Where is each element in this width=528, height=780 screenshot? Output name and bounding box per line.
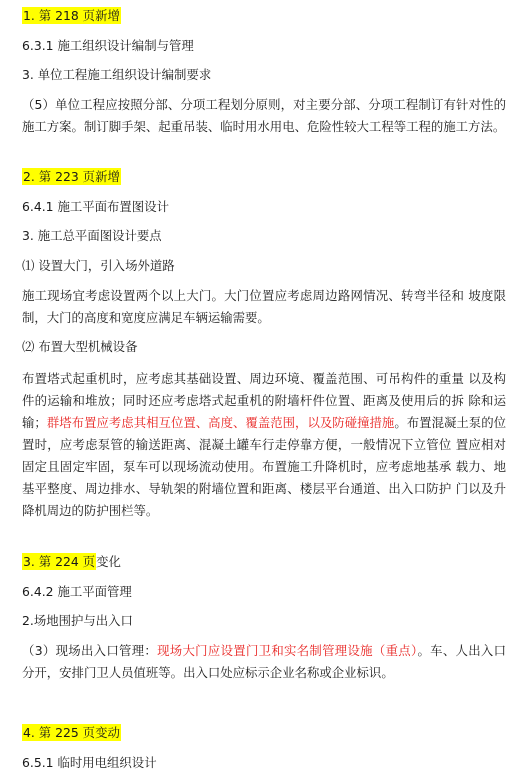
section-2-paragraph-2-part-b: 。布置混凝土泵的位置时，应考虑泵管的输送距离、混凝土罐车行走停靠方便，一般情况下立管位 置应相对固定且固定牢固，泵车可以现场流动使用。布置施工升降机时，应考虑地基承 载力、地基平整度、周边排水、导轨架的附墙位置和距离、楼层平台通道、出入口防护 门以及升降机周边的防护围栏等。 bbox=[22, 415, 507, 518]
section-1-heading-text: 1. 第 218 页新增 bbox=[23, 8, 120, 23]
section-4-heading bbox=[22, 723, 506, 743]
section-2-paragraph-2-part-a: 布置塔式起重机时，应考虑其基础设置、周边环境、覆盖范围、可吊构件的重量 以及构件的运输和堆放；同时还应考虑塔式起重机的附墙杆件位置、距离及使用后的拆 除和运输； bbox=[22, 371, 506, 430]
section-3-heading-highlight: 3. 第 224 页 bbox=[23, 554, 96, 569]
section-1-subheading: 3. 单位工程施工组织设计编制要求 bbox=[22, 67, 212, 82]
section-3-heading-rest: 变化 bbox=[96, 554, 121, 569]
section-4-clause: 6.5.1 临时用电组织设计 bbox=[22, 755, 157, 770]
section-2-subheading: 3. 施工总平面图设计要点 bbox=[22, 228, 162, 243]
section-3-clause: 6.4.2 施工平面管理 bbox=[22, 584, 132, 599]
section-1-heading bbox=[22, 6, 506, 26]
section-2-clause: 6.4.1 施工平面布置图设计 bbox=[22, 199, 169, 214]
section-2-paragraph-1: 施工现场宜考虑设置两个以上大门。大门位置应考虑周边路网情况、转弯半径和 坡度限制，大门的高度和宽度应满足车辆运输需要。 bbox=[22, 288, 506, 325]
section-3-subheading: 2.场地围护与出入口 bbox=[22, 613, 133, 628]
section-2-paragraph-2 bbox=[22, 368, 506, 522]
section-1-paragraph: （5）单位工程应按照分部、分项工程划分原则，对主要分部、分项工程制订有针对性的施工方案。制订脚手架、起重吊装、临时用水用电、危险性较大工程等工程的施工方法。 bbox=[22, 97, 506, 134]
section-2-heading-text: 2. 第 223 页新增 bbox=[23, 169, 120, 184]
section-3-heading bbox=[22, 552, 506, 572]
section-3-paragraph-part-a: （3）现场出入口管理： bbox=[22, 643, 158, 658]
section-3-paragraph-part-b: 。车、人出入口分开，安排门卫人员值班等。出入口处应标示企业名称或企业标识。 bbox=[22, 643, 506, 680]
section-2-heading bbox=[22, 167, 506, 187]
section-3-paragraph bbox=[22, 640, 506, 684]
section-4-heading-text: 4. 第 225 页变动 bbox=[23, 725, 120, 740]
section-2-item-2: ⑵ 布置大型机械设备 bbox=[22, 339, 138, 354]
section-2-paragraph-2-emphasis: 群塔布置应考虑其相互位置、高度、覆盖范围，以及防碰撞措施 bbox=[46, 415, 395, 430]
section-1-clause: 6.3.1 施工组织设计编制与管理 bbox=[22, 38, 194, 53]
section-3-paragraph-emphasis: 现场大门应设置门卫和实名制管理设施（重点） bbox=[157, 643, 418, 658]
section-2-item-1: ⑴ 设置大门，引入场外道路 bbox=[22, 258, 175, 273]
